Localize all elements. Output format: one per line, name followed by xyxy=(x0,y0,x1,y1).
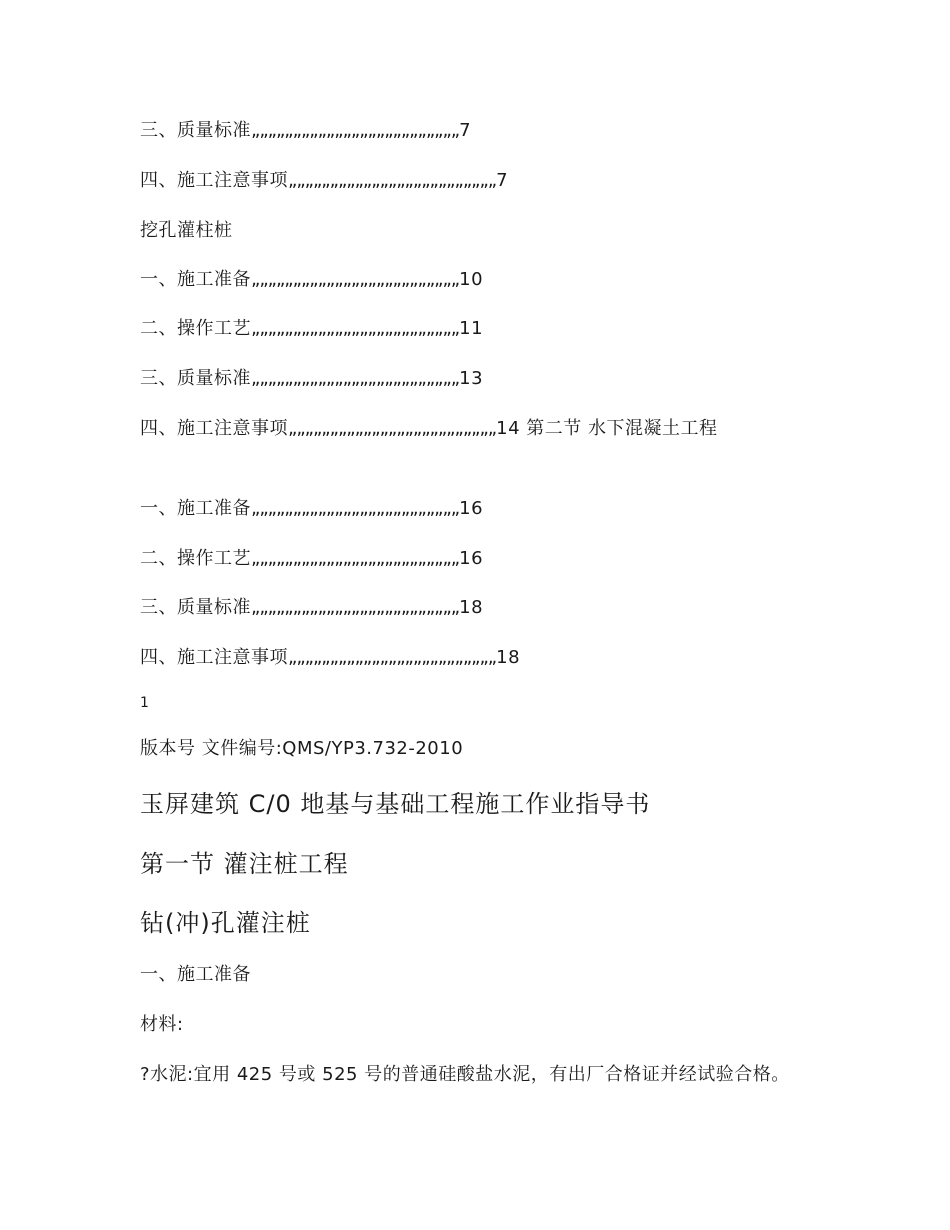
toc-entry-leader: „„„„„„„„„„„„„„„„„„„„„„„„„ xyxy=(251,548,460,569)
toc-entry xyxy=(140,643,800,673)
materials-label: 材料: xyxy=(140,1014,184,1035)
toc-entry-label: 一、施工准备 xyxy=(140,269,251,290)
toc-entry-leader: „„„„„„„„„„„„„„„„„„„„„„„„„ xyxy=(251,269,460,290)
step-title: 一、施工准备 xyxy=(140,964,251,985)
page-number: 1 xyxy=(140,695,150,711)
cement-paragraph: ?水泥:宜用 425 号或 525 号的普通硅酸盐水泥，有出厂合格证并经试验合格。 xyxy=(140,1064,790,1085)
toc-entry-page: 14 xyxy=(496,418,521,439)
subsection-title: 钻(冲)孔灌注桩 xyxy=(140,909,311,937)
section-title: 第一节 灌注桩工程 xyxy=(140,850,349,878)
toc-entry-label: 三、质量标准 xyxy=(140,597,251,618)
toc-entry-leader: „„„„„„„„„„„„„„„„„„„„„„„„„ xyxy=(251,318,460,339)
toc-entry-tail: 第二节 水下混凝土工程 xyxy=(520,418,718,439)
toc-entry-leader: „„„„„„„„„„„„„„„„„„„„„„„„„ xyxy=(288,647,497,668)
toc-entry-page: 16 xyxy=(459,498,484,519)
toc-entry xyxy=(140,116,800,146)
toc-entry xyxy=(140,494,800,524)
toc-entry-wrapped xyxy=(140,414,800,444)
toc-entry xyxy=(140,265,800,295)
toc-heading-text: 挖孔灌柱桩 xyxy=(140,220,233,241)
toc-entry xyxy=(140,593,800,623)
toc-entry-label: 四、施工注意事项 xyxy=(140,647,288,668)
toc-entry-label: 三、质量标准 xyxy=(140,120,251,141)
toc-entry-label: 二、操作工艺 xyxy=(140,318,251,339)
version-line: 版本号 文件编号:QMS/YP3.732-2010 xyxy=(140,738,464,759)
toc-entry-page: 18 xyxy=(496,647,521,668)
toc-entry-leader: „„„„„„„„„„„„„„„„„„„„„„„„„ xyxy=(288,170,497,191)
toc-entry-label: 四、施工注意事项 xyxy=(140,418,288,439)
toc-entry xyxy=(140,166,800,196)
toc-entry-leader: „„„„„„„„„„„„„„„„„„„„„„„„„ xyxy=(251,597,460,618)
toc-entry-page: 11 xyxy=(459,318,484,339)
toc-heading xyxy=(140,216,800,246)
toc-entry-label: 三、质量标准 xyxy=(140,368,251,389)
toc-entry-page: 7 xyxy=(496,170,509,191)
toc-entry-page: 16 xyxy=(459,548,484,569)
toc-entry-leader: „„„„„„„„„„„„„„„„„„„„„„„„„ xyxy=(288,418,497,439)
toc-entry-page: 7 xyxy=(459,120,472,141)
toc-entry-label: 一、施工准备 xyxy=(140,498,251,519)
toc-entry-leader: „„„„„„„„„„„„„„„„„„„„„„„„„ xyxy=(251,120,460,141)
toc-entry-label: 二、操作工艺 xyxy=(140,548,251,569)
toc-entry-page: 10 xyxy=(459,269,484,290)
toc-entry-label: 四、施工注意事项 xyxy=(140,170,288,191)
toc-entry xyxy=(140,364,800,394)
toc-entry-leader: „„„„„„„„„„„„„„„„„„„„„„„„„ xyxy=(251,368,460,389)
document-title: 玉屏建筑 C/0 地基与基础工程施工作业指导书 xyxy=(140,790,651,818)
toc-entry-page: 13 xyxy=(459,368,484,389)
toc-entry-leader: „„„„„„„„„„„„„„„„„„„„„„„„„ xyxy=(251,498,460,519)
toc-entry xyxy=(140,544,800,574)
toc-entry xyxy=(140,314,800,344)
toc-entry-page: 18 xyxy=(459,597,484,618)
